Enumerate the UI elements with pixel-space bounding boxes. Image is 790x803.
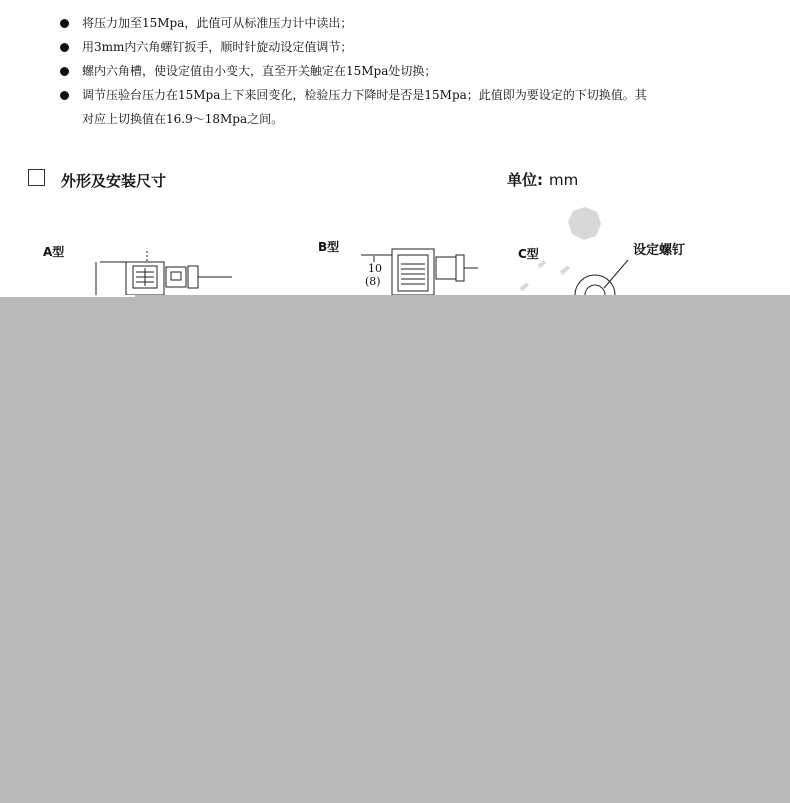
- bullet-dot-icon: [60, 67, 69, 76]
- dimension-label: (8): [365, 275, 381, 288]
- bullet-dot-icon: [60, 19, 69, 28]
- list-item-text: 将压力加至15Mpa，此值可从标准压力计中读出；: [82, 16, 353, 30]
- type-c-drawing: [575, 260, 628, 295]
- list-item-text: 调节压验台压力在15Mpa上下来回变化，检验压力下降时是否是15Mpa；此值即为要设定的下切换值。其: [82, 88, 647, 102]
- list-item: [82, 59, 436, 83]
- list-item-continuation: [82, 107, 283, 131]
- unit-value: mm: [549, 171, 579, 189]
- setting-screw-callout: 设定螺钉: [633, 243, 686, 258]
- unit-caption: 单位:: [507, 171, 543, 189]
- dimension-label: 10: [368, 262, 382, 275]
- list-item-text: 对应上切换值在16.9～18Mpa之间。: [82, 112, 284, 126]
- type-a-label: A型: [43, 245, 65, 259]
- list-item: [82, 35, 352, 59]
- type-a-drawing: [96, 251, 232, 295]
- list-item-text: 螺内六角槽，使设定值由小变大，直至开关触定在15Mpa处切换；: [82, 64, 437, 78]
- bullet-dot-icon: [60, 91, 69, 100]
- type-c-label: C型: [518, 247, 539, 261]
- type-b-label: B型: [318, 240, 340, 254]
- list-item: [82, 83, 647, 107]
- bullet-dot-icon: [60, 43, 69, 52]
- section-title: 外形及安装尺寸: [61, 172, 167, 190]
- placeholder-edge: [0, 295, 135, 297]
- list-item-text: 用3mm内六角螺钉扳手，顺时针旋动设定值调节；: [82, 40, 353, 54]
- section-checkbox-icon: [28, 169, 45, 186]
- list-item: [82, 11, 352, 35]
- image-placeholder: [0, 295, 790, 803]
- unit-label: [507, 169, 578, 190]
